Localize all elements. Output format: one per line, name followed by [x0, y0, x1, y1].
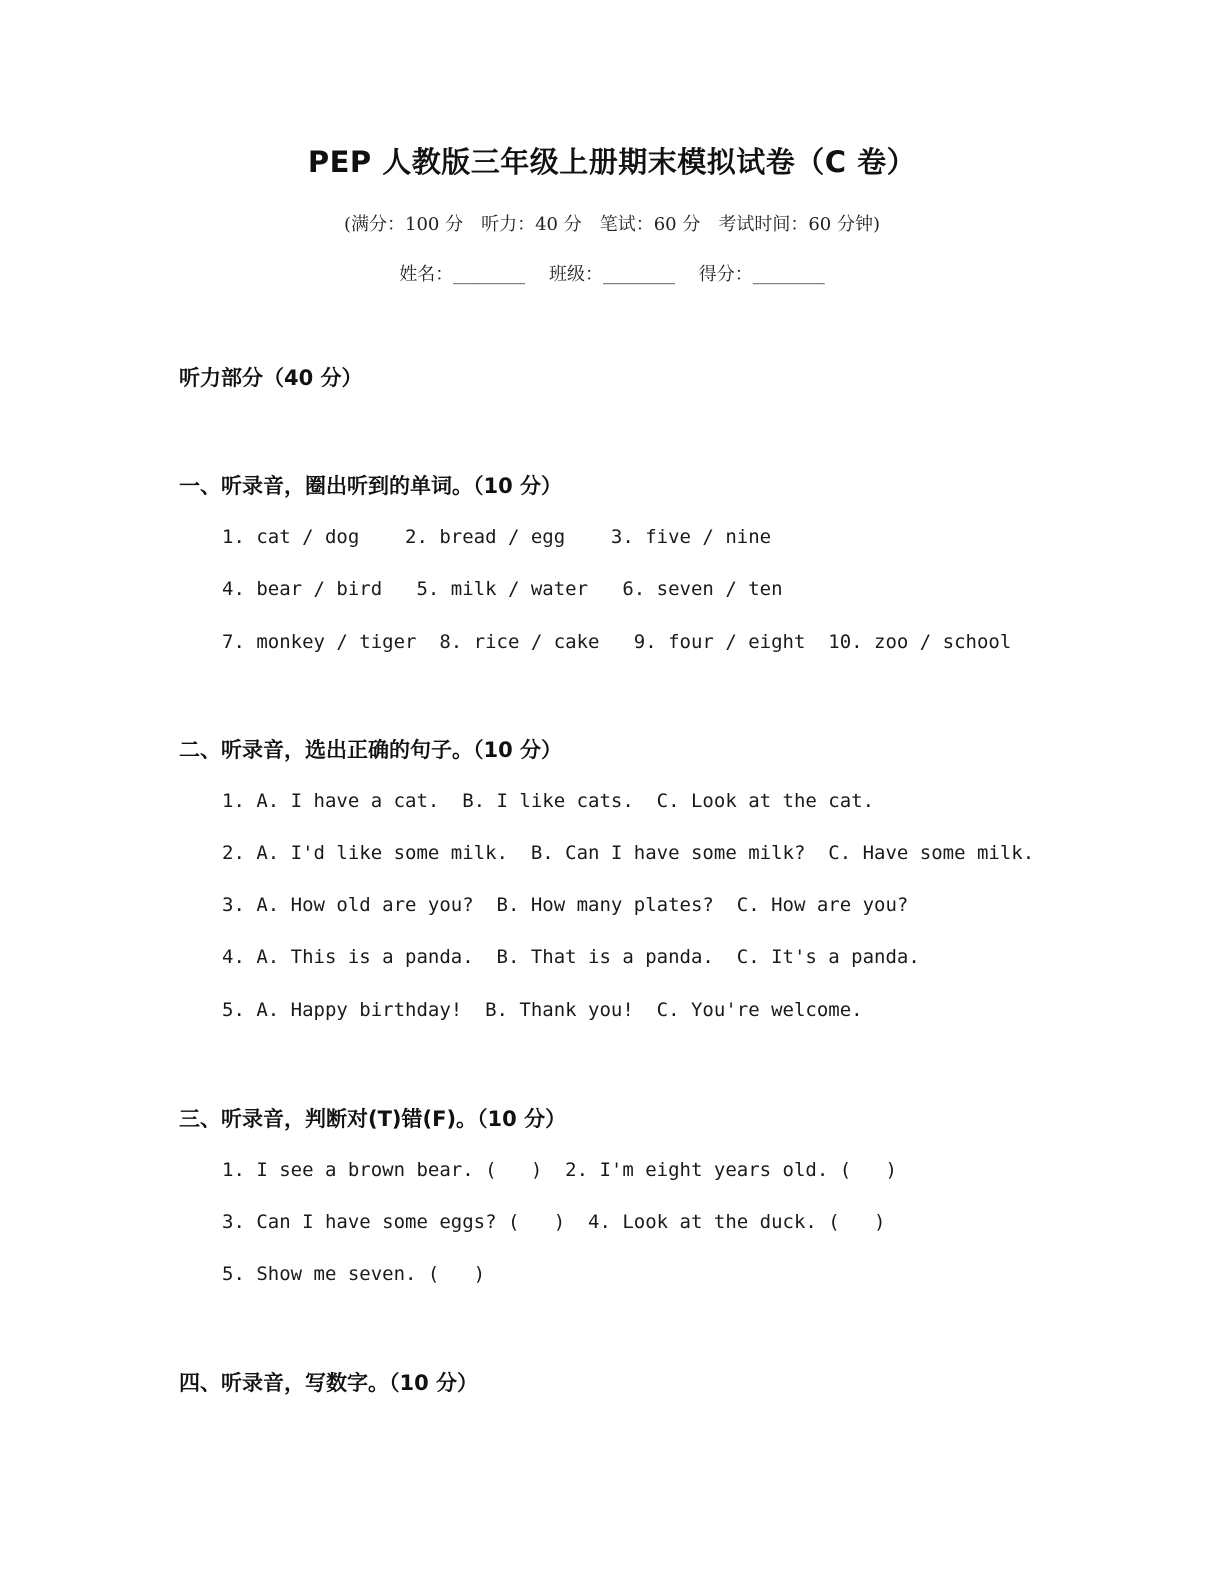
listening-part-heading: 听力部分（40 分） — [179, 366, 363, 390]
section-4-heading: 四、听录音，写数字。（10 分） — [179, 1371, 479, 1395]
section-2-heading: 二、听录音，选出正确的句子。（10 分） — [179, 738, 563, 762]
student-info-line — [0, 260, 1224, 286]
section-1-line: 7. monkey / tiger 8. rice / cake 9. four / eight 10. zoo / school — [222, 631, 1012, 653]
section-3-line: 1. I see a brown bear. ( ) 2. I'm eight years old. ( ) — [222, 1159, 897, 1181]
section-2-line: 4. A. This is a panda. B. That is a panda. C. It's a panda. — [222, 946, 920, 968]
section-2-line: 3. A. How old are you? B. How many plates? C. How are you? — [222, 894, 909, 916]
section-3-line: 3. Can I have some eggs? ( ) 4. Look at the duck. ( ) — [222, 1211, 886, 1233]
name-field: 姓名：________ — [399, 264, 526, 285]
score-field: 得分：________ — [698, 264, 825, 285]
section-3-line: 5. Show me seven. ( ) — [222, 1263, 486, 1285]
section-1-line: 1. cat / dog 2. bread / egg 3. five / nine — [222, 526, 772, 548]
section-2-line: 2. A. I'd like some milk. B. Can I have some milk? C. Have some milk. — [222, 842, 1035, 864]
section-1-line: 4. bear / bird 5. milk / water 6. seven / ten — [222, 578, 783, 600]
section-3-heading: 三、听录音，判断对(T)错(F)。（10 分） — [179, 1107, 567, 1131]
class-field: 班级：________ — [549, 264, 675, 285]
page-title: PEP 人教版三年级上册期末模拟试卷（C 卷） — [307, 145, 917, 179]
score-summary: (满分：100 分 听力：40 分 笔试：60 分 考试时间：60 分钟) — [344, 214, 880, 235]
section-1-heading: 一、听录音，圈出听到的单词。（10 分） — [179, 474, 563, 498]
section-2-line: 5. A. Happy birthday! B. Thank you! C. You're welcome. — [222, 999, 863, 1021]
section-2-line: 1. A. I have a cat. B. I like cats. C. Look at the cat. — [222, 790, 875, 812]
